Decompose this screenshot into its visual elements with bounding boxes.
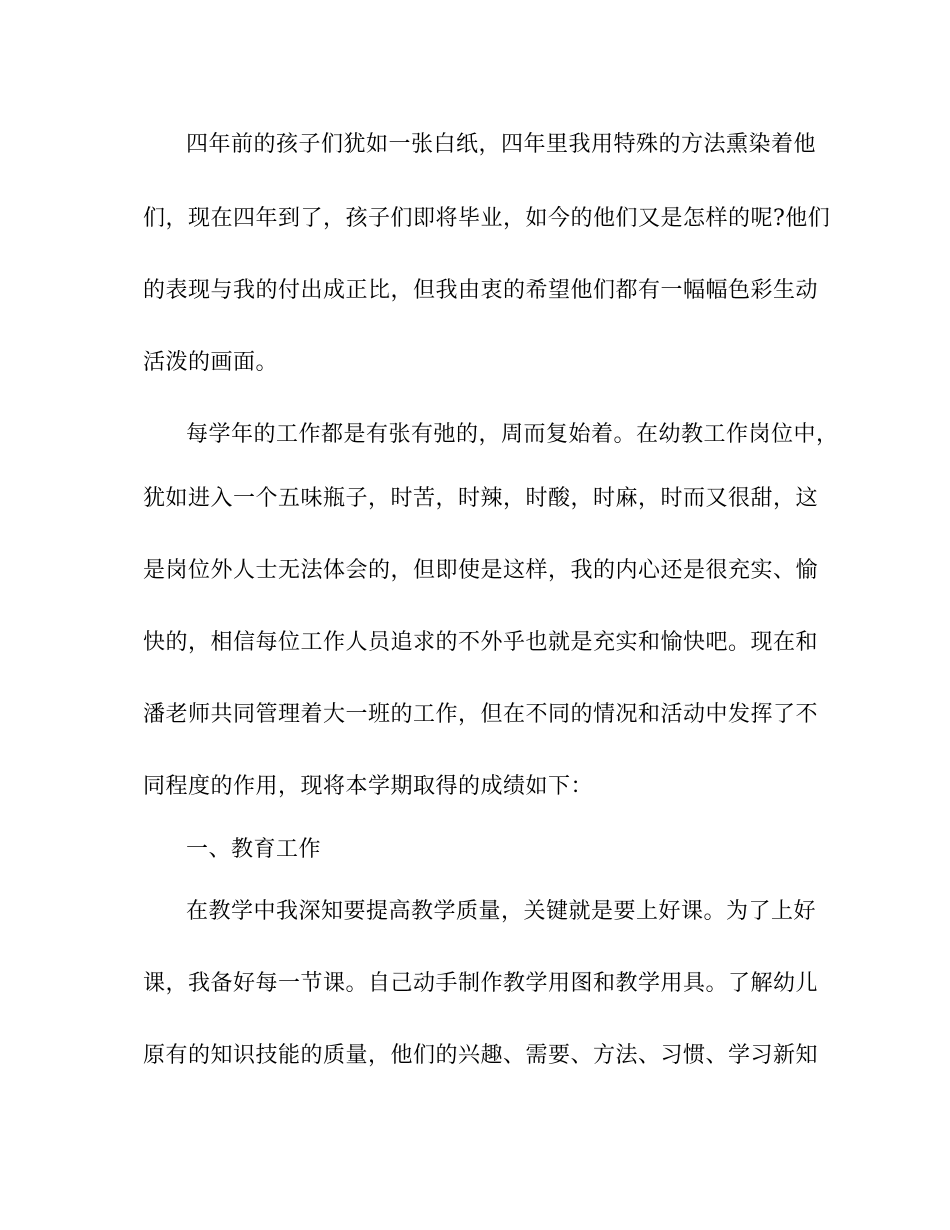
text-line: 们，现在四年到了，孩子们即将毕业，如今的他们又是怎样的呢?他们 — [143, 206, 831, 231]
text-line: 犹如进入一个五味瓶子，时苦，时辣，时酸，时麻，时而又很甜，这 — [143, 486, 819, 511]
text-line: 在教学中我深知要提高教学质量，关键就是要上好课。为了上好 — [186, 899, 817, 924]
text-line: 是岗位外人士无法体会的，但即使是这样，我的内心还是很充实、愉 — [143, 558, 819, 583]
text-line: 原有的知识技能的质量，他们的兴趣、需要、方法、习惯、学习新知 — [143, 1043, 819, 1068]
text-line: 活泼的画面。 — [143, 350, 279, 375]
text-line: 的表现与我的付出成正比，但我由衷的希望他们都有一幅幅色彩生动 — [143, 278, 819, 303]
text-line: 快的，相信每位工作人员追求的不外乎也就是充实和愉快吧。现在和 — [143, 630, 819, 655]
text-line: 潘老师共同管理着大一班的工作，但在不同的情况和活动中发挥了不 — [143, 702, 819, 727]
text-line: 四年前的孩子们犹如一张白纸，四年里我用特殊的方法熏染着他 — [186, 132, 817, 157]
text-line: 课，我备好每一节课。自己动手制作教学用图和教学用具。了解幼儿 — [143, 971, 819, 996]
section-heading: 一、教育工作 — [186, 837, 322, 862]
text-line: 每学年的工作都是有张有弛的，周而复始着。在幼教工作岗位中， — [186, 422, 839, 447]
text-line: 同程度的作用，现将本学期取得的成绩如下： — [143, 774, 594, 799]
